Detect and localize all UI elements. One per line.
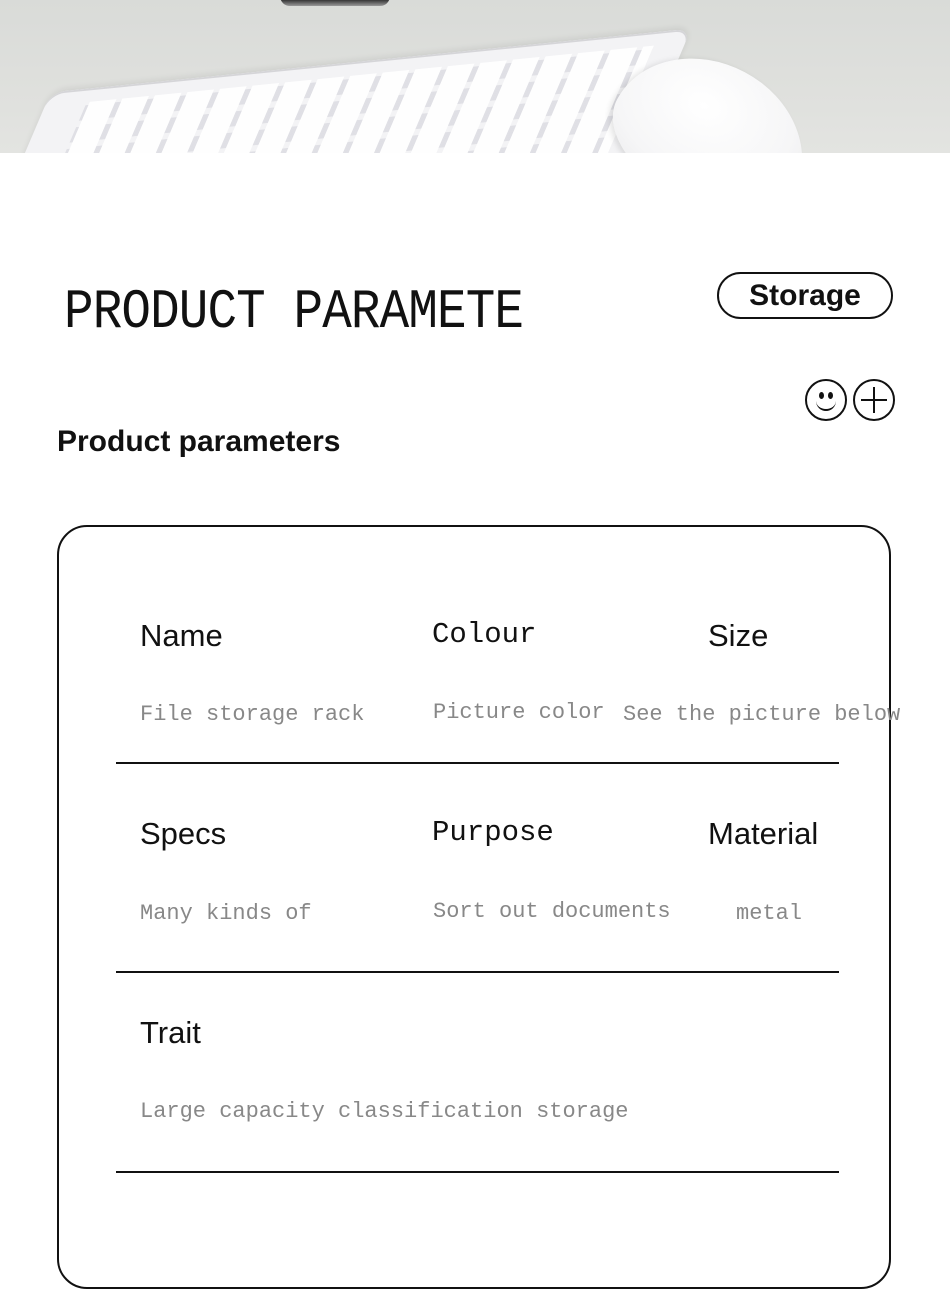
param-value-name: File storage rack [140, 702, 365, 727]
param-value-size: See the picture below [623, 702, 901, 727]
section-subtitle: Product parameters [57, 425, 341, 458]
row-divider [116, 971, 839, 973]
param-value-purpose: Sort out documents [433, 899, 671, 924]
param-value-trait: Large capacity classification storage [140, 1099, 629, 1124]
param-value-colour: Picture color [433, 700, 605, 725]
param-label-name: Name [140, 618, 223, 653]
row-divider [116, 762, 839, 764]
param-label-material: Material [708, 816, 819, 851]
storage-tag: Storage [717, 272, 893, 319]
param-value-specs: Many kinds of [140, 901, 312, 926]
param-value-material: metal [736, 901, 803, 926]
page-title: PRODUCT PARAMETE [64, 280, 524, 344]
param-label-purpose: Purpose [432, 816, 554, 849]
row-divider [116, 1171, 839, 1173]
pen-image [280, 0, 390, 6]
param-label-specs: Specs [140, 816, 227, 851]
parameter-card [57, 525, 901, 1289]
keyboard-image [0, 29, 691, 153]
param-label-trait: Trait [140, 1015, 201, 1050]
hero-photo [0, 0, 950, 153]
plus-icon [853, 379, 895, 421]
smile-icon [805, 379, 847, 421]
param-label-size: Size [708, 618, 769, 653]
param-label-colour: Colour [432, 618, 537, 651]
